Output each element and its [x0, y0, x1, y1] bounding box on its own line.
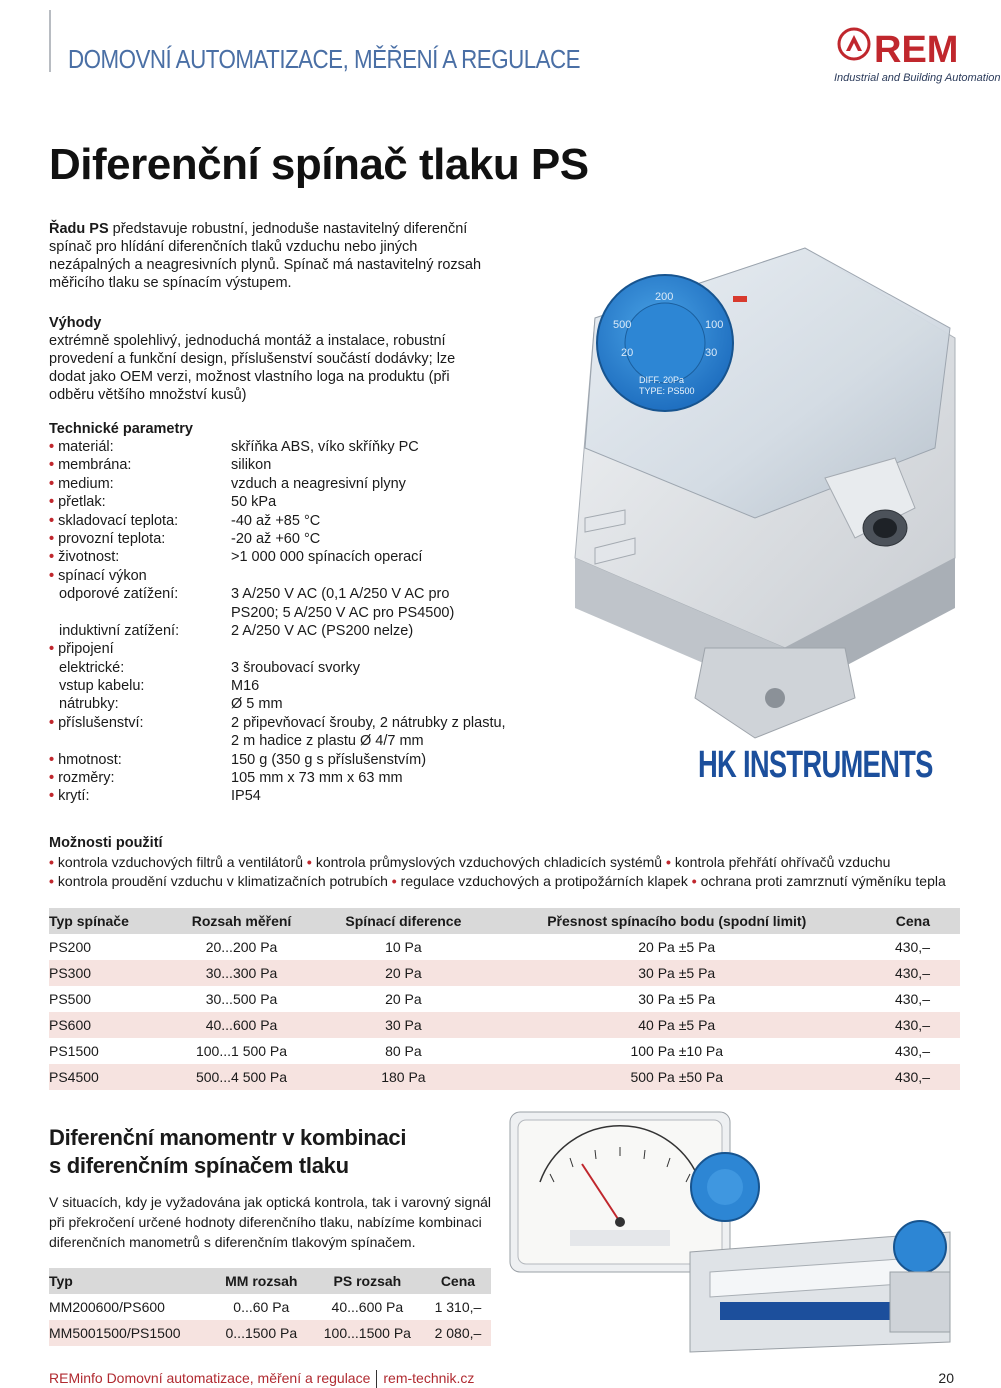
intro-paragraph	[49, 220, 489, 292]
param-value: silikon	[231, 457, 272, 474]
intro-text: představuje robustní, jednoduše nastavitelný diferenční spínač pro hlídání diferenčních tlaků vzduchu nebo jiných nezápalných a neagresivních plynů. Spínač má nastavitelný rozsah měřicího tlaku se spínacím výstupem.	[49, 221, 482, 291]
advantages-text: extrémně spolehlivý, jednoduchá montáž a instalace, robustní provedení a funkční design, příslušenství součástí dodávky; lze dodat jako OEM verzi, možnost vlastního loga na produktu (při odběru většího množství kusů)	[49, 333, 456, 403]
table-cell: 430,–	[863, 960, 960, 986]
param-row	[49, 769, 549, 787]
param-label	[59, 585, 178, 603]
param-label-text: přetlak:	[58, 494, 106, 511]
column-header: Cena	[425, 1268, 491, 1294]
uses-line-2	[49, 872, 960, 891]
param-row	[49, 732, 549, 750]
uses-line-1	[49, 853, 960, 872]
column-header: MM rozsah	[213, 1268, 310, 1294]
params-heading: Technické parametry	[49, 421, 193, 437]
combo-title-line2: s diferenčním spínačem tlaku	[49, 1153, 349, 1178]
param-label	[59, 659, 124, 677]
dial-type: TYPE: PS500	[639, 386, 695, 396]
table-cell: PS600	[49, 1012, 166, 1038]
bullet-icon: •	[49, 549, 55, 566]
table-cell: 100...1500 Pa	[310, 1320, 425, 1346]
param-row	[49, 548, 549, 566]
bullet-icon: •	[49, 567, 55, 584]
bullet-icon: •	[49, 751, 55, 768]
table-cell: 430,–	[863, 1064, 960, 1090]
param-label	[59, 622, 179, 640]
param-row	[49, 640, 549, 658]
column-header: Typ spínače	[49, 908, 166, 934]
param-label	[49, 714, 144, 732]
param-value: IP54	[231, 788, 261, 805]
bullet-icon: •	[49, 873, 54, 889]
use-item: kontrola přehřátí ohřívačů vzduchu	[674, 854, 891, 870]
table-row	[49, 1294, 491, 1320]
table-row	[49, 1012, 960, 1038]
param-row	[49, 530, 549, 548]
bullet-icon: •	[49, 530, 55, 547]
param-label	[59, 677, 144, 695]
param-value: 3 A/250 V AC (0,1 A/250 V AC pro	[231, 586, 450, 603]
param-value: -40 až +85 °C	[231, 512, 321, 529]
table-cell: 430,–	[894, 991, 930, 1007]
param-row	[49, 493, 549, 511]
param-label	[49, 512, 178, 530]
param-label	[59, 695, 119, 713]
table-cell: 500 Pa ±50 Pa	[490, 1064, 863, 1090]
product-photo	[555, 228, 960, 748]
header-rule	[49, 10, 51, 72]
table-cell: 20...200 Pa	[205, 939, 278, 955]
switch-table-body	[49, 934, 960, 1090]
param-label-text: příslušenství:	[58, 714, 144, 731]
param-label	[49, 567, 147, 585]
column-header: Spínací diference	[317, 908, 490, 934]
table-cell: 0...60 Pa	[233, 1299, 290, 1315]
use-item: kontrola průmyslových vzduchových chladicích systémů	[315, 854, 663, 870]
param-label-text: připojení	[58, 641, 114, 658]
param-label	[49, 493, 106, 511]
param-row	[49, 456, 549, 474]
param-row	[49, 438, 549, 456]
param-row	[49, 604, 549, 622]
combo-table-header	[49, 1268, 491, 1294]
bullet-icon: •	[49, 512, 55, 529]
table-row	[49, 1038, 960, 1064]
table-cell: 40...600 Pa	[331, 1299, 404, 1315]
param-value: 2 A/250 V AC (PS200 nelze)	[231, 622, 414, 639]
table-cell: PS300	[49, 960, 166, 986]
bullet-icon: •	[665, 854, 671, 870]
footer-link[interactable]: rem-technik.cz	[383, 1370, 475, 1386]
switch-table	[49, 908, 960, 1090]
table-cell: 30...500 Pa	[205, 991, 278, 1007]
bullet-icon: •	[49, 475, 55, 492]
footer	[49, 1370, 474, 1388]
param-label-text: hmotnost:	[58, 751, 122, 768]
bullet-icon: •	[49, 788, 55, 805]
page-number: 20	[938, 1370, 954, 1386]
param-label-text: krytí:	[58, 788, 90, 805]
combo-text: V situacích, kdy je vyžadována jak optická kontrola, tak i varovný signál při překročení určené hodnoty diferenčního tlaku, nabízíme kombinaci diferenčních manometrů s diferenčním tlakovým spínačem.	[49, 1194, 491, 1250]
param-label-text: membrána:	[58, 457, 132, 474]
indicator-led	[733, 296, 747, 302]
dial-label-20: 20	[621, 347, 634, 359]
param-value: Ø 5 mm	[231, 696, 283, 713]
technical-parameters	[49, 420, 549, 806]
switch-table-header	[49, 908, 960, 934]
param-label	[49, 769, 114, 787]
column-header: Cena	[863, 908, 960, 934]
param-label	[49, 475, 114, 493]
param-row	[49, 695, 549, 713]
dial-label-200: 200	[655, 291, 674, 303]
table-cell: 100...1 500 Pa	[195, 1043, 288, 1059]
param-row	[49, 751, 549, 769]
table-cell: 1 310,–	[434, 1299, 482, 1315]
column-header: Typ	[49, 1268, 213, 1294]
footer-left: REMinfo Domovní automatizace, měření a regulace	[49, 1370, 371, 1386]
param-row	[49, 677, 549, 695]
bullet-icon: •	[306, 854, 312, 870]
table-cell: 100 Pa ±10 Pa	[630, 1043, 723, 1059]
table-cell: 180 Pa	[317, 1064, 490, 1090]
table-row	[49, 934, 960, 960]
table-cell: PS1500	[49, 1043, 99, 1059]
use-item: regulace vzduchových a protipožárních klapek	[400, 873, 688, 889]
params-list	[49, 438, 549, 806]
param-label-text: rozměry:	[58, 770, 115, 787]
param-label	[49, 751, 122, 769]
footer-separator	[376, 1370, 377, 1388]
combo-table-body	[49, 1294, 491, 1346]
param-row	[49, 512, 549, 530]
table-cell: 10 Pa	[385, 939, 422, 955]
param-row	[49, 622, 549, 640]
bullet-icon: •	[49, 854, 54, 870]
param-row	[49, 714, 549, 732]
logo-subtitle: Industrial and Building Automation	[834, 72, 1001, 84]
param-value: 105 mm x 73 mm x 63 mm	[231, 770, 403, 787]
table-cell: 500...4 500 Pa	[166, 1064, 316, 1090]
param-label	[49, 787, 90, 805]
table-cell: 430,–	[863, 1012, 960, 1038]
param-value: skříňka ABS, víko skříňky PC	[231, 439, 419, 455]
bullet-icon: •	[49, 457, 55, 474]
param-value: PS200; 5 A/250 V AC pro PS4500)	[231, 604, 455, 621]
bullet-icon: •	[49, 714, 55, 731]
advantages-section	[49, 314, 489, 404]
table-row	[49, 1320, 491, 1346]
table-cell: MM5001500/PS1500	[49, 1320, 213, 1346]
param-label	[49, 548, 119, 566]
param-label	[49, 530, 165, 548]
param-value: 3 šroubovací svorky	[231, 659, 360, 676]
bullet-icon: •	[49, 770, 55, 787]
param-row	[49, 659, 549, 677]
table-cell: PS200	[49, 939, 92, 955]
dial-diff: DIFF. 20Pa	[639, 375, 685, 385]
table-cell: MM200600/PS600	[49, 1299, 165, 1315]
param-row	[49, 585, 549, 603]
table-row	[49, 960, 960, 986]
param-value: >1 000 000 spínacích operací	[231, 549, 423, 566]
table-cell: 20 Pa ±5 Pa	[638, 939, 716, 955]
intro-bold: Řadu PS	[49, 221, 109, 237]
param-value: 2 m hadice z plastu Ø 4/7 mm	[231, 733, 424, 750]
bullet-icon: •	[391, 873, 397, 889]
param-label-text: životnost:	[58, 549, 120, 566]
combo-title-line1: Diferenční manomentr v kombinaci	[49, 1125, 407, 1150]
param-label-text: induktivní zatížení:	[59, 622, 180, 639]
table-cell: 40 Pa ±5 Pa	[490, 1012, 863, 1038]
param-label-text: vstup kabelu:	[59, 678, 145, 695]
param-label-text: elektrické:	[59, 659, 125, 676]
table-cell: 30 Pa ±5 Pa	[490, 960, 863, 986]
param-label-text: medium:	[58, 475, 114, 492]
table-cell: 20 Pa	[317, 960, 490, 986]
param-label-text: skladovací teplota:	[58, 512, 179, 529]
use-item: kontrola vzduchových filtrů a ventilátorů	[57, 854, 304, 870]
param-label-text: nátrubky:	[59, 696, 119, 713]
column-header: PS rozsah	[310, 1268, 425, 1294]
advantages-heading: Výhody	[49, 315, 102, 331]
param-value: vzduch a neagresivní plyny	[231, 475, 406, 492]
table-cell: PS500	[49, 991, 92, 1007]
param-row	[49, 567, 549, 585]
bullet-icon: •	[691, 873, 697, 889]
param-label-text: odporové zatížení:	[59, 586, 179, 603]
uses-heading: Možnosti použití	[49, 835, 163, 851]
param-row	[49, 475, 549, 493]
table-cell: 430,–	[894, 1043, 930, 1059]
table-cell: 20 Pa	[385, 991, 422, 1007]
table-row	[49, 1064, 960, 1090]
param-value: 150 g (350 g s příslušenstvím)	[231, 751, 427, 768]
table-cell: 30 Pa ±5 Pa	[638, 991, 716, 1007]
manometer-photo	[510, 1112, 960, 1352]
dial-label-30: 30	[705, 347, 718, 359]
bullet-icon: •	[49, 439, 55, 455]
table-row	[49, 986, 960, 1012]
param-value: M16	[231, 678, 260, 695]
page-title: Diferenční spínač tlaku PS	[49, 140, 589, 189]
section-title: DOMOVNÍ AUTOMATIZACE, MĚŘENÍ A REGULACE	[68, 44, 581, 74]
table-cell: 430,–	[894, 939, 930, 955]
column-header: Přesnost spínacího bodu (spodní limit)	[490, 908, 863, 934]
table-cell: 40...600 Pa	[166, 1012, 316, 1038]
table-cell: 30...300 Pa	[166, 960, 316, 986]
bullet-icon: •	[49, 641, 55, 658]
column-header: Rozsah měření	[166, 908, 316, 934]
logo-text: REM	[874, 29, 959, 71]
table-cell: 2 080,–	[425, 1320, 491, 1346]
dial-label-100: 100	[705, 319, 724, 331]
bullet-icon: •	[49, 494, 55, 511]
param-value: 50 kPa	[231, 494, 277, 511]
param-label-text: provozní teplota:	[58, 530, 166, 547]
uses-section	[49, 834, 960, 891]
hk-instruments-logo: HK INSTRUMENTS	[698, 744, 933, 786]
use-item: kontrola proudění vzduchu v klimatizačních potrubích	[57, 873, 388, 889]
param-label	[49, 456, 131, 474]
use-item: ochrana proti zamrznutí výměníku tepla	[700, 873, 946, 889]
param-row	[49, 787, 549, 805]
combo-table	[49, 1268, 491, 1346]
table-cell: 80 Pa	[385, 1043, 422, 1059]
param-label-text: materiál:	[58, 439, 114, 455]
table-cell: 0...1500 Pa	[213, 1320, 310, 1346]
table-cell: PS4500	[49, 1064, 166, 1090]
param-label	[49, 438, 114, 456]
param-value: 2 připevňovací šrouby, 2 nátrubky z plastu,	[231, 714, 506, 731]
dial-label-500: 500	[613, 319, 632, 331]
param-label-text: spínací výkon	[58, 567, 147, 584]
combo-title	[49, 1124, 469, 1180]
param-value: -20 až +60 °C	[231, 530, 321, 547]
param-label	[49, 640, 114, 658]
table-cell: 30 Pa	[317, 1012, 490, 1038]
